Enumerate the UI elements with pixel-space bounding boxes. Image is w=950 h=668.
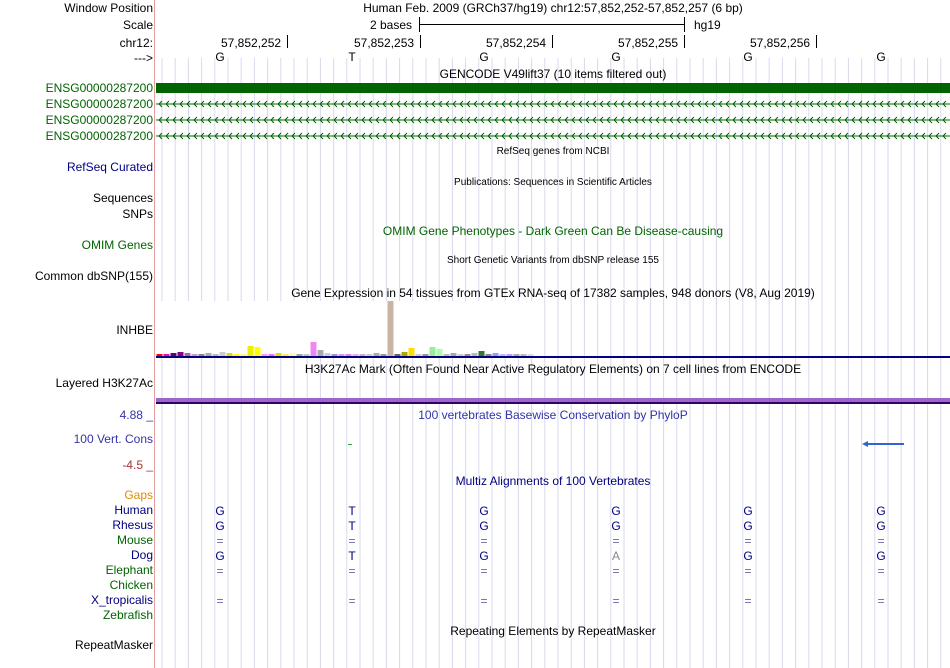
ref-base-4: G	[611, 50, 621, 64]
multiz-base: =	[877, 534, 885, 548]
multiz-base: G	[479, 504, 489, 518]
scale-bar	[419, 24, 685, 25]
multiz-base: =	[877, 564, 885, 578]
h3k27ac-track-title[interactable]: H3K27Ac Mark (Often Found Near Active Regulatory Elements) on 7 cell lines from ENCODE	[304, 362, 802, 376]
gencode-item-label-4[interactable]: ENSG00000287200	[45, 129, 153, 143]
scale-bar-left-tick	[419, 17, 420, 32]
coord-tick-4: 57,852,255	[618, 36, 679, 50]
ref-base-5: G	[743, 50, 753, 64]
label-column-divider	[154, 0, 155, 668]
h3k27ac-track-label[interactable]: Layered H3K27Ac	[55, 376, 153, 390]
refseq-track-label[interactable]: RefSeq Curated	[66, 160, 153, 174]
snps-track-label[interactable]: SNPs	[122, 207, 153, 221]
sequences-track-label[interactable]: Sequences	[92, 191, 153, 205]
multiz-species-label[interactable]: Gaps	[124, 488, 153, 502]
multiz-base: G	[215, 519, 225, 533]
multiz-base: =	[348, 594, 356, 608]
ref-base-1: G	[215, 50, 225, 64]
repeatmasker-track-label[interactable]: RepeatMasker	[74, 638, 153, 652]
gencode-item-label-1[interactable]: ENSG00000287200	[45, 81, 153, 95]
multiz-base: =	[612, 534, 620, 548]
multiz-base: =	[877, 594, 885, 608]
scale-label: Scale	[122, 18, 153, 32]
multiz-base: A	[611, 549, 620, 563]
multiz-species-label[interactable]: Dog	[130, 548, 153, 562]
refseq-track-title[interactable]: RefSeq genes from NCBI	[496, 146, 610, 157]
gtex-tissue-bar	[437, 349, 443, 356]
gtex-tissue-bar	[255, 347, 261, 356]
ref-base-6: G	[876, 50, 886, 64]
multiz-base: G	[215, 504, 225, 518]
chromosome-label: chr12:	[119, 36, 153, 50]
multiz-base: G	[743, 519, 753, 533]
multiz-base: =	[216, 594, 224, 608]
multiz-base: G	[479, 519, 489, 533]
gtex-tissue-bar	[388, 301, 394, 356]
multiz-base: G	[611, 504, 621, 518]
coord-tick-mark-5	[816, 35, 817, 48]
multiz-species-label[interactable]: Chicken	[109, 578, 153, 592]
gtex-tissue-bar	[430, 347, 436, 356]
coord-tick-mark-1	[287, 35, 288, 48]
dbsnp-track-label[interactable]: Common dbSNP(155)	[34, 269, 153, 283]
gtex-baseline	[156, 356, 950, 358]
multiz-track-title[interactable]: Multiz Alignments of 100 Vertebrates	[455, 474, 651, 488]
ref-base-3: G	[479, 50, 489, 64]
window-position-title: Human Feb. 2009 (GRCh37/hg19) chr12:57,852,252-57,852,257 (6 bp)	[363, 1, 743, 15]
ref-base-2: T	[348, 50, 356, 64]
multiz-base: =	[480, 594, 488, 608]
gencode-intron-line-3[interactable]	[156, 115, 950, 125]
gtex-gene-label[interactable]: INHBE	[116, 323, 153, 337]
multiz-base: G	[479, 549, 489, 563]
strand-arrow-label: --->	[134, 51, 153, 65]
window-position-label: Window Position	[64, 1, 153, 15]
coord-tick-5: 57,852,256	[750, 36, 811, 50]
scale-bar-right-tick	[684, 17, 685, 32]
multiz-species-label[interactable]: Human	[114, 503, 153, 517]
coord-tick-mark-3	[552, 35, 553, 48]
multiz-base: =	[216, 564, 224, 578]
omim-track-label[interactable]: OMIM Genes	[81, 238, 153, 252]
omim-track-title[interactable]: OMIM Gene Phenotypes - Dark Green Can Be Disease-causing	[382, 224, 724, 238]
multiz-species-label[interactable]: Elephant	[105, 563, 153, 577]
conservation-feature[interactable]	[860, 440, 906, 448]
multiz-base: T	[348, 504, 356, 518]
multiz-base: G	[215, 549, 225, 563]
multiz-base: =	[744, 534, 752, 548]
multiz-species-label[interactable]: Mouse	[116, 533, 153, 547]
multiz-base: =	[348, 564, 356, 578]
gencode-exon-bar[interactable]	[156, 83, 950, 93]
multiz-base: G	[743, 504, 753, 518]
multiz-base: =	[216, 534, 224, 548]
scale-text: 2 bases	[370, 18, 413, 32]
gtex-tissue-bar	[248, 346, 254, 356]
gtex-track-title[interactable]: Gene Expression in 54 tissues from GTEx RNA-seq of 17382 samples, 948 donors (V8, Aug 2019)	[291, 286, 815, 300]
multiz-species-label[interactable]: Zebrafish	[102, 608, 153, 622]
conservation-max-label: 4.88 _	[119, 408, 153, 422]
multiz-base: =	[480, 534, 488, 548]
multiz-base: =	[744, 564, 752, 578]
multiz-base: T	[348, 519, 356, 533]
gencode-intron-line-4[interactable]	[156, 131, 950, 141]
gencode-track-title[interactable]: GENCODE V49lift37 (10 items filtered out)	[439, 67, 667, 81]
coord-tick-mark-4	[684, 35, 685, 48]
multiz-base: G	[611, 519, 621, 533]
repeatmasker-track-title[interactable]: Repeating Elements by RepeatMasker	[450, 624, 656, 638]
multiz-base: G	[876, 504, 886, 518]
gtex-tissue-bar	[409, 348, 415, 356]
multiz-base: G	[876, 549, 886, 563]
h3k27ac-signal-outline	[156, 402, 950, 404]
conservation-track-label[interactable]: 100 Vert. Cons	[73, 432, 153, 446]
multiz-base: =	[612, 594, 620, 608]
publications-track-title[interactable]: Publications: Sequences in Scientific Articles	[454, 177, 652, 188]
multiz-species-label[interactable]: X_tropicalis	[90, 593, 153, 607]
multiz-base: =	[348, 534, 356, 548]
multiz-base: =	[480, 564, 488, 578]
gtex-tissue-bar	[311, 342, 317, 356]
assembly-label: hg19	[694, 18, 721, 32]
gencode-item-label-2[interactable]: ENSG00000287200	[45, 97, 153, 111]
multiz-base: =	[612, 564, 620, 578]
multiz-base: T	[348, 549, 356, 563]
coord-tick-2: 57,852,253	[354, 36, 415, 50]
multiz-base: G	[876, 519, 886, 533]
gtex-bar-chart[interactable]	[156, 300, 534, 357]
coord-tick-1: 57,852,252	[221, 36, 282, 50]
gencode-intron-line-2[interactable]	[156, 99, 950, 109]
conservation-min-label: -4.5 _	[122, 458, 153, 472]
dbsnp-track-title[interactable]: Short Genetic Variants from dbSNP release 155	[447, 255, 659, 266]
multiz-species-label[interactable]: Rhesus	[112, 518, 153, 532]
conservation-track-title[interactable]: 100 vertebrates Basewise Conservation by PhyloP	[418, 408, 688, 422]
multiz-base: G	[743, 549, 753, 563]
multiz-base: =	[744, 594, 752, 608]
gencode-item-label-3[interactable]: ENSG00000287200	[45, 113, 153, 127]
coord-tick-mark-2	[420, 35, 421, 48]
coord-tick-3: 57,852,254	[486, 36, 547, 50]
conservation-mark	[348, 444, 352, 445]
